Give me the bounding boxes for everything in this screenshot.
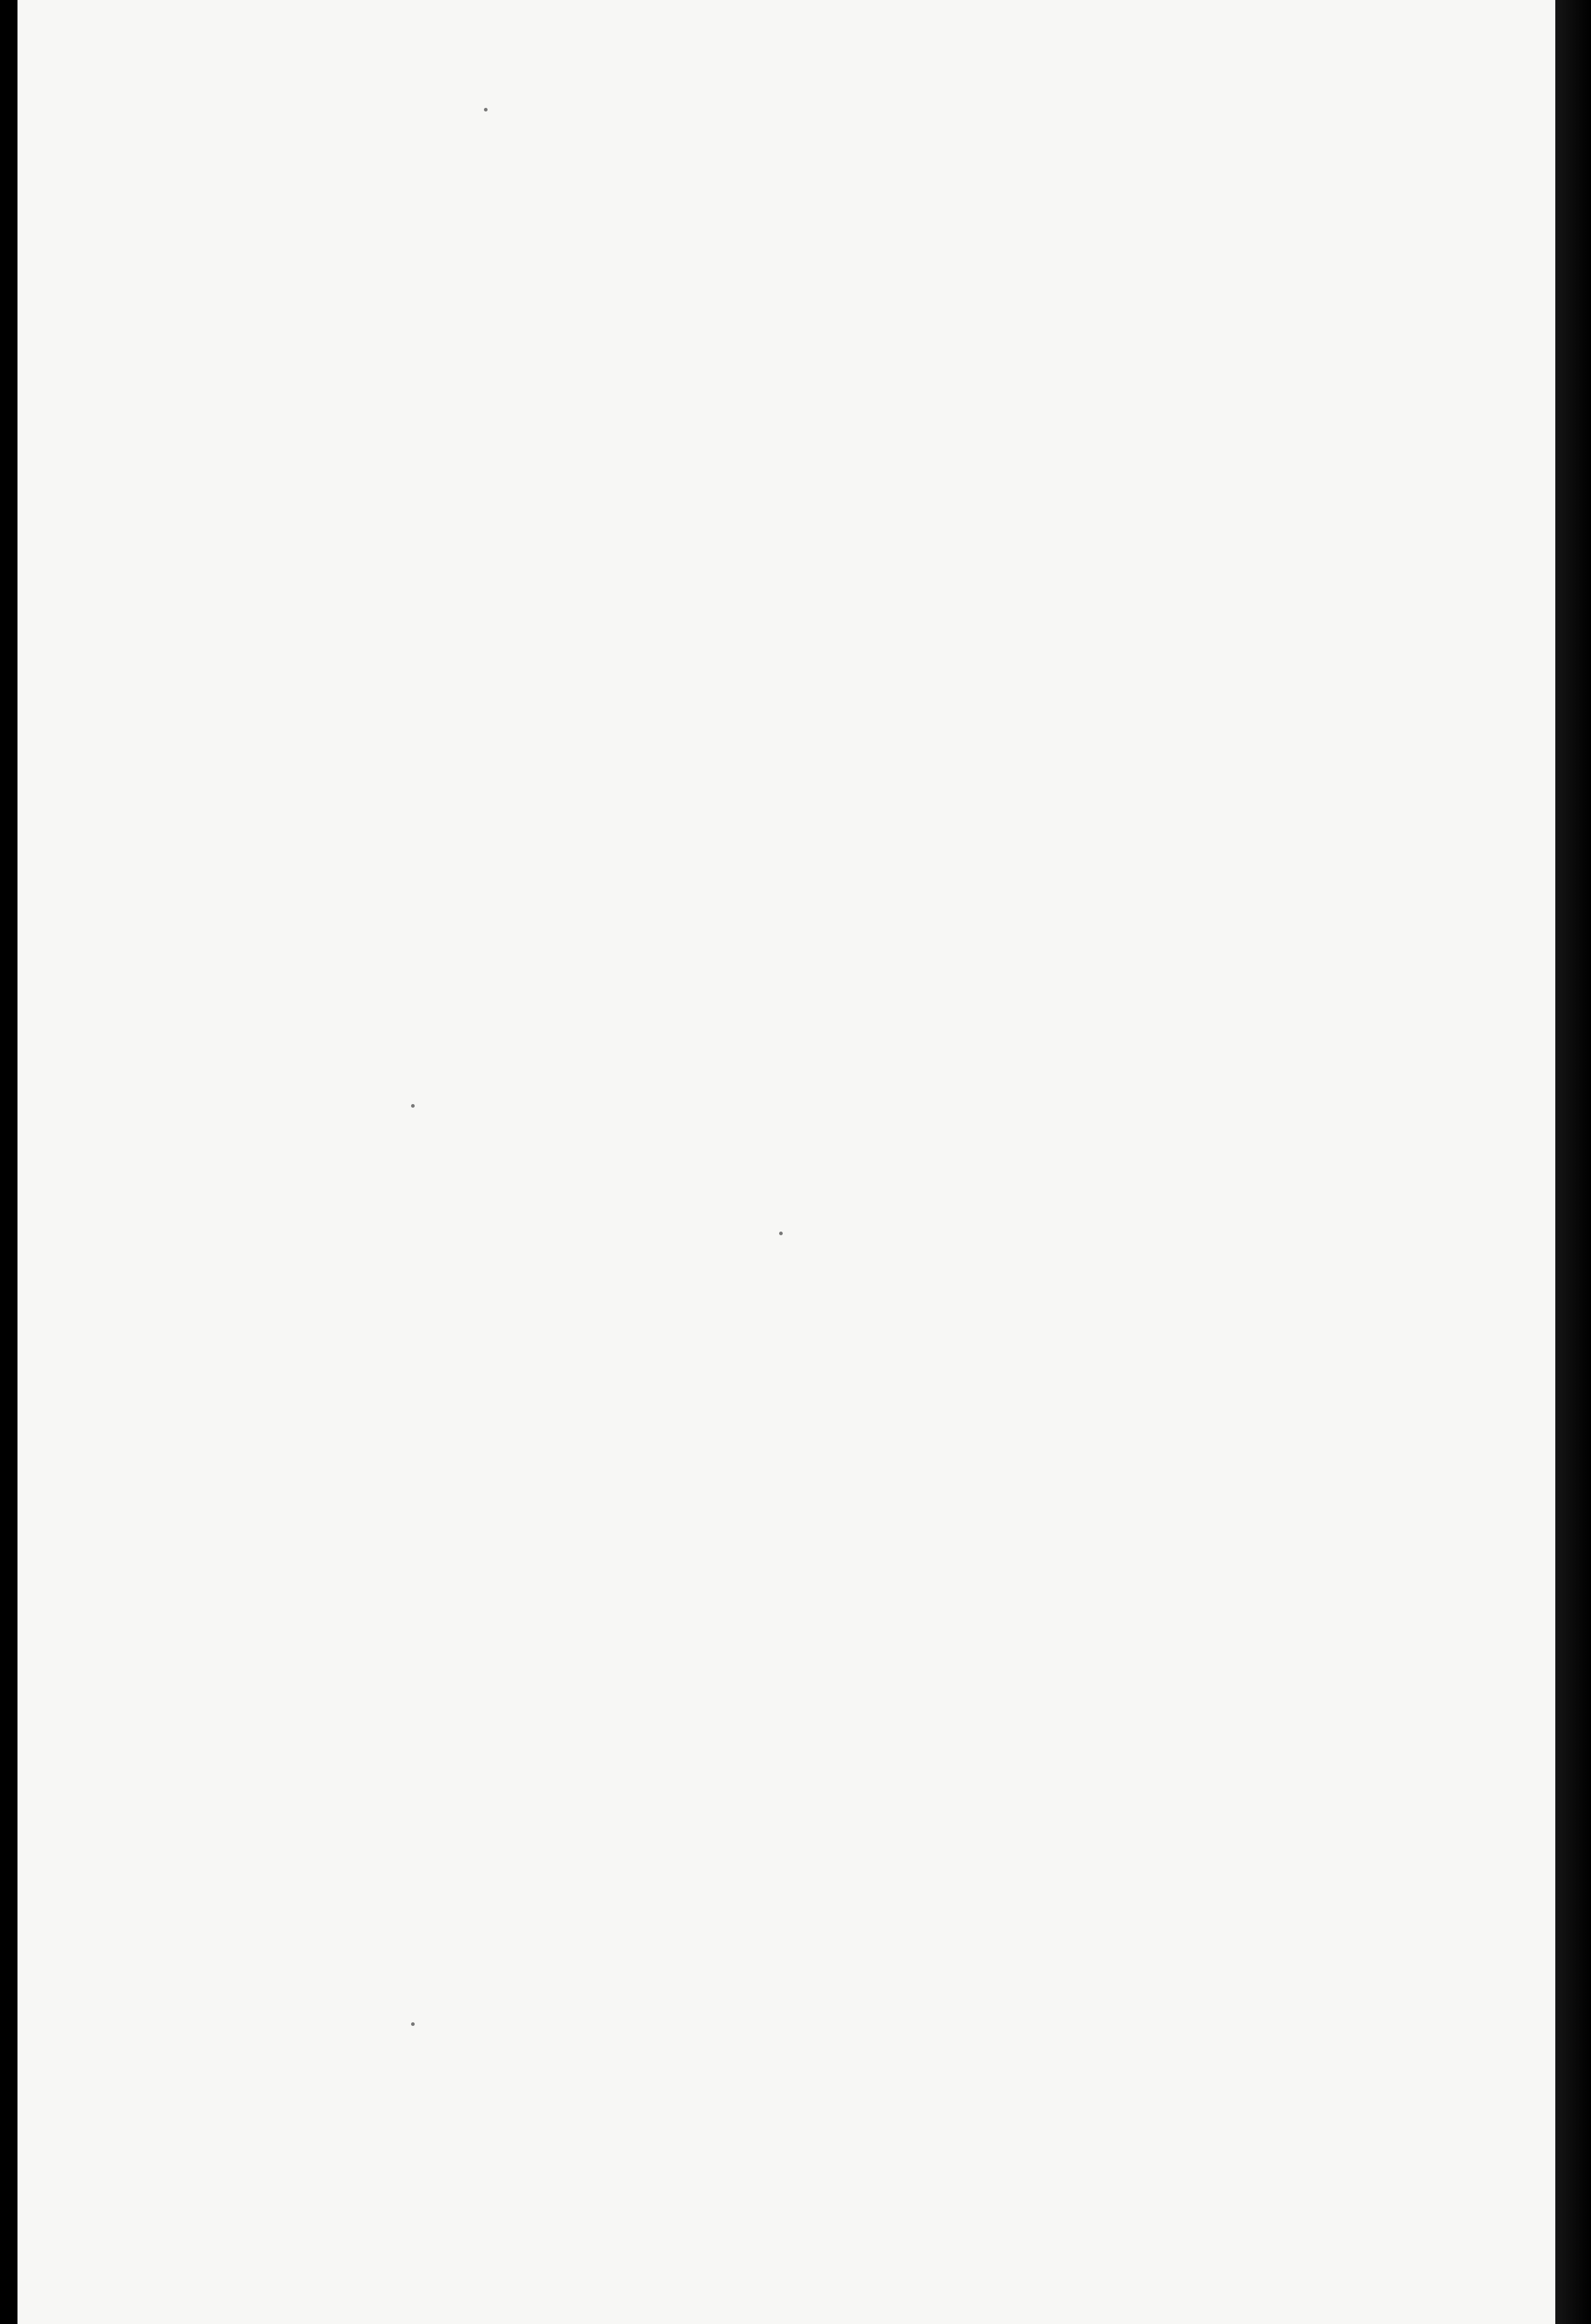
- scan-speck: [411, 1104, 415, 1108]
- scan-speck: [411, 2022, 415, 2026]
- book-page: [17, 0, 1555, 2324]
- scan-speck: [484, 108, 488, 111]
- scan-speck: [779, 1232, 783, 1235]
